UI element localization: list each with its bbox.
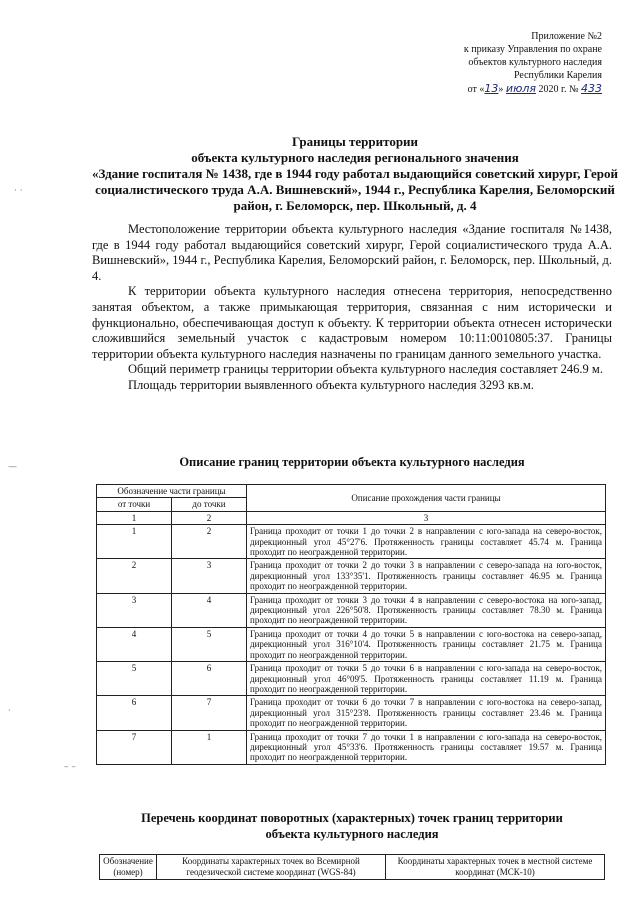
date-prefix: от « xyxy=(467,84,485,95)
coordinates-table-heading xyxy=(92,810,612,842)
to-point: 2 xyxy=(172,525,247,559)
to-point: 6 xyxy=(172,662,247,696)
col-number-2: 2 xyxy=(172,511,247,524)
from-point: 4 xyxy=(97,627,172,661)
appendix-header xyxy=(464,30,602,96)
paragraph-perimeter: Общий периметр границы территории объекта культурного наследия составляет 246.9 м. xyxy=(128,362,603,377)
scan-margin-mark: · xyxy=(8,706,11,716)
coords-col-number: Обозначение (номер) xyxy=(100,855,157,880)
document-title xyxy=(80,134,630,214)
table-row xyxy=(97,525,606,559)
title-line-1: Границы территории xyxy=(291,134,419,149)
title-line-2: объекта культурного наследия регионального значения xyxy=(191,150,519,165)
col-group-header: Обозначение части границы xyxy=(97,485,247,498)
to-point: 7 xyxy=(172,696,247,730)
col-desc-header: Описание прохождения части границы xyxy=(247,485,606,512)
scan-margin-mark: – – xyxy=(64,762,76,772)
col-number-1: 1 xyxy=(97,511,172,524)
appendix-line-3: объектов культурного наследия xyxy=(468,57,602,68)
appendix-line-2: к приказу Управления по охране xyxy=(463,44,602,55)
borders-table xyxy=(96,484,606,765)
col-to-header: до точки xyxy=(172,498,247,511)
to-point: 4 xyxy=(172,593,247,627)
table-row xyxy=(97,730,606,764)
coordinates-heading-line-2: объекта культурного наследия xyxy=(265,827,439,841)
handwritten-day: 13 xyxy=(484,82,499,95)
segment-description: Граница проходит от точки 1 до точки 2 в направлении с юго-запада на северо-восток, дирекционный угол 45°27'6. Протяженность границы составляет 45.74 м. Граница проходит по неогражденной территории. xyxy=(247,525,606,559)
borders-table-heading: Описание границ территории объекта культурного наследия xyxy=(179,455,525,469)
table-row xyxy=(97,559,606,593)
col-number-3: 3 xyxy=(247,511,606,524)
from-point: 1 xyxy=(97,525,172,559)
col-from-header: от точки xyxy=(97,498,172,511)
appendix-line-4: Республики Карелия xyxy=(513,70,602,81)
coordinates-heading-line-1: Перечень координат поворотных (характерных) точек границ территории xyxy=(141,811,563,825)
segment-description: Граница проходит от точки 7 до точки 1 в направлении с юго-запада на северо-восток, дирекционный угол 45°33'6. Протяженность границы составляет 19.57 м. Граница проходит по неогражденной территории. xyxy=(247,730,606,764)
to-point: 5 xyxy=(172,627,247,661)
to-point: 3 xyxy=(172,559,247,593)
from-point: 2 xyxy=(97,559,172,593)
to-point: 1 xyxy=(172,730,247,764)
segment-description: Граница проходит от точки 2 до точки 3 в направлении с северо-запада на юго-восток, дирекционный угол 133°35'1. Протяженность границы составляет 46.95 м. Граница проходит по неогражденной территории. xyxy=(247,559,606,593)
segment-description: Граница проходит от точки 6 до точки 7 в направлении с юго-востока на северо-запад, дирекционный угол 315°23'8. Протяженность границы составляет 23.46 м. Граница проходит по неогражденной территории. xyxy=(247,696,606,730)
segment-description: Граница проходит от точки 3 до точки 4 в направлении с северо-востока на юго-запад, дирекционный угол 226°50'8. Протяженность границы составляет 78.30 м. Граница проходит по неогражденной территории. xyxy=(247,593,606,627)
paragraph-location: Местоположение территории объекта культурного наследия «Здание госпиталя №1438, где в 1944 году работал выдающийся советский хирург, Герой социалистического труда А.А. Вишневский», 1944 г., Республика Карелия, Беломорский район, г. Беломорск, пер. Школьный, д. 4. xyxy=(92,222,612,283)
table-row xyxy=(97,696,606,730)
paragraph-area: Площадь территории выявленного объекта культурного наследия 3293 кв.м. xyxy=(128,377,534,392)
document-body xyxy=(92,222,612,394)
paragraph-territory: К территории объекта культурного наследия отнесена территория, непосредственно занятая объектом, а также примыкающая территория, связанная с ним исторически и функционально, обеспечивающая доступ к объекту. К территории объекта отнесен исторически сложившийся земельный участок с кадастровым номером 10:11:0010805:37. Границы территории объекта культурного наследия назначены по границам данного земельного участка. xyxy=(92,284,612,361)
coords-col-wgs84: Координаты характерных точек во Всемирной геодезической системе координат (WGS-84) xyxy=(157,855,386,880)
table-row xyxy=(97,627,606,661)
from-point: 6 xyxy=(97,696,172,730)
order-date-line xyxy=(464,82,602,96)
scan-margin-mark: · · xyxy=(14,186,23,196)
handwritten-order-number: 433 xyxy=(581,82,602,95)
title-line-3: «Здание госпиталя № 1438, где в 1944 году работал выдающийся советский хирург, Герой социалистического труда А.А. Вишневский», 1944 г., Республика Карелия, Беломорский район, г. Беломорск, пер. Школьный, д. 4 xyxy=(92,166,618,213)
date-year: 2020 г. № xyxy=(535,84,581,95)
handwritten-month: июля xyxy=(505,82,536,95)
scan-margin-mark: — xyxy=(8,462,17,472)
segment-description: Граница проходит от точки 4 до точки 5 в направлении с юго-востока на северо-запад, дирекционный угол 316°10'4. Протяженность границы составляет 21.75 м. Граница проходит по неогражденной территории. xyxy=(247,627,606,661)
from-point: 7 xyxy=(97,730,172,764)
from-point: 5 xyxy=(97,662,172,696)
appendix-line-1: Приложение №2 xyxy=(531,31,602,42)
date-mid: » xyxy=(498,84,506,95)
from-point: 3 xyxy=(97,593,172,627)
coordinates-table xyxy=(99,854,605,880)
table-row xyxy=(97,662,606,696)
coords-col-msk10: Координаты характерных точек в местной системе координат (МСК-10) xyxy=(386,855,605,880)
table-row xyxy=(97,593,606,627)
segment-description: Граница проходит от точки 5 до точки 6 в направлении с юго-запада на северо-восток, дирекционный угол 46°09'5. Протяженность границы составляет 11.19 м. Граница проходит по неогражденной территории. xyxy=(247,662,606,696)
